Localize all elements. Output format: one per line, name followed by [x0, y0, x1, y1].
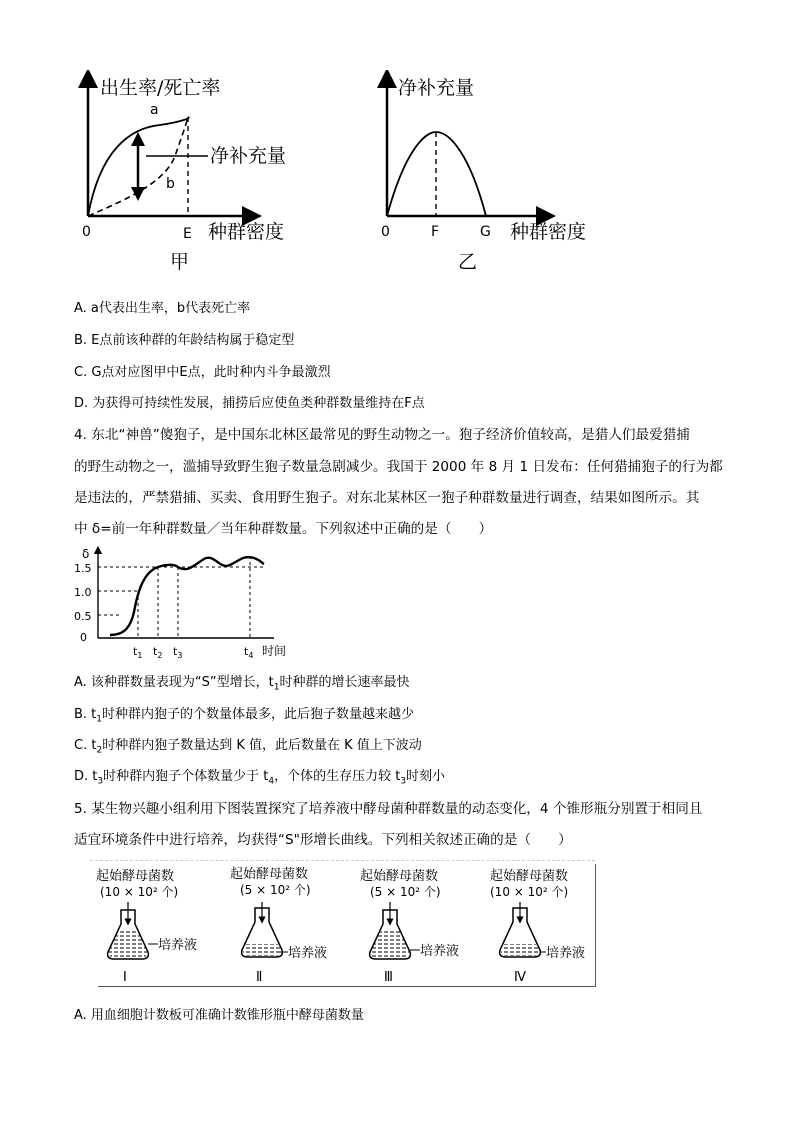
flask-3-count: (5 × 10² 个) [370, 885, 441, 899]
curve-a-label: a [150, 102, 159, 118]
x-axis-label: 种群密度 [208, 221, 285, 243]
q4-option-b: B. $t_1$时种群内狍子的个数量体最多，此后狍子数量越来越少 [74, 707, 415, 725]
q3-option-b: B. E点前该种群的年龄结构属于稳定型 [74, 333, 295, 348]
q4-option-d: D. $t_3$时种群内狍子个体数量少于 $t_4$，个体的生存压力较 $t_3$时刻小 [74, 769, 446, 787]
flask-1-numeral: Ⅰ [123, 970, 127, 985]
x-tick-t2: $t_2$ [153, 645, 163, 660]
flask-2-title: 起始酵母菌数 [230, 867, 309, 882]
curve-b-label: b [166, 176, 175, 192]
y-tick-0: 0 [80, 631, 87, 644]
x-tick-t1: $t_1$ [133, 645, 143, 660]
flask-4-count: (10 × 10² 个) [490, 885, 569, 899]
q3-option-d: D. 为获得可持续性发展，捕捞后应使鱼类种群数量维持在F点 [74, 396, 425, 411]
y-axis-label: 出生率/死亡率 [100, 77, 221, 99]
q5-line-2: 适宜环境条件中进行培养，均获得“S"形增长曲线。下列相关叙述正确的是（ ） [74, 832, 572, 848]
x-axis-label: 时间 [262, 644, 287, 658]
x-tick-t4: $t_4$ [244, 645, 254, 660]
figure-jia [70, 70, 320, 280]
q5-option-a: A. 用血细胞计数板可准确计数锥形瓶中酵母菌数量 [74, 1008, 364, 1023]
q5-line-1: 5. 某生物兴趣小组利用下图装置探究了培养液中酵母菌种群数量的动态变化，4 个锥形瓶分别置于相同且 [74, 801, 703, 817]
flask-2 [230, 866, 327, 985]
figure-caption: 乙 [458, 251, 478, 273]
y-axis-label: 净补充量 [398, 77, 475, 99]
q4-option-a: A. 该种群数量表现为“S”型增长，$t_1$时种群的增长速率最快 [74, 675, 410, 693]
q4-line-3: 是违法的，严禁猎捕、买卖、食用野生狍子。对东北某林区一狍子种群数量进行调查，结果如图所示。其 [74, 490, 700, 506]
flask-1 [96, 868, 197, 985]
y-tick-1-5: 1.5 [74, 562, 92, 575]
flask-2-liquid: 培养液 [288, 946, 328, 961]
origin-label: 0 [82, 224, 91, 240]
flask-2-numeral: Ⅱ [256, 970, 263, 985]
x-tick-f: F [431, 224, 440, 240]
flask-4 [490, 868, 585, 985]
y-tick-1-0: 1.0 [74, 586, 92, 599]
q4-line-4: 中 δ=前一年种群数量／当年种群数量。下列叙述中正确的是（ ） [74, 521, 493, 537]
flask-3-numeral: Ⅲ [384, 970, 393, 985]
x-axis-label: 种群密度 [510, 221, 587, 243]
x-tick-g: G [480, 224, 491, 240]
q4-line-2: 的野生动物之一，滥捕导致野生狍子数量急剧减少。我国于 2000 年 8 月 1 日发布：任何猎捕狍子的行为都 [74, 459, 723, 475]
x-tick-t3: $t_3$ [173, 645, 183, 660]
q4-option-c: C. $t_2$时种群内狍子数量达到 K 值，此后数量在 K 值上下波动 [74, 738, 422, 756]
figure-caption: 甲 [170, 251, 190, 273]
q3-option-a: A. a代表出生率，b代表死亡率 [74, 301, 251, 316]
delta-chart [74, 542, 304, 662]
y-symbol: δ [82, 547, 90, 561]
q4-line-1: 4. 东北“神兽”傻狍子，是中国东北林区最常见的野生动物之一。狍子经济价值较高，是猎人们最爱猎捕 [74, 427, 690, 443]
origin-label: 0 [381, 224, 390, 240]
delta-curve [110, 557, 264, 635]
flask-3 [360, 868, 459, 985]
y-tick-0-5: 0.5 [74, 610, 92, 623]
flask-4-title: 起始酵母菌数 [490, 869, 569, 884]
flask-3-liquid: 培养液 [420, 944, 460, 959]
flask-3-title: 起始酵母菌数 [360, 869, 439, 884]
flask-1-title: 起始酵母菌数 [96, 869, 175, 884]
flask-1-liquid: 培养液 [158, 938, 198, 953]
flask-1-count: (10 × 10² 个) [100, 885, 179, 899]
flask-4-numeral: Ⅳ [514, 970, 526, 985]
flask-2-count: (5 × 10² 个) [240, 883, 311, 897]
q3-option-c: C. G点对应图甲中E点，此时种内斗争最激烈 [74, 365, 331, 380]
flask-4-liquid: 培养液 [546, 946, 586, 961]
flasks [90, 862, 600, 990]
figure-yi [370, 70, 610, 280]
annotation-label: 净补充量 [210, 145, 287, 167]
x-tick-e: E [183, 226, 192, 242]
